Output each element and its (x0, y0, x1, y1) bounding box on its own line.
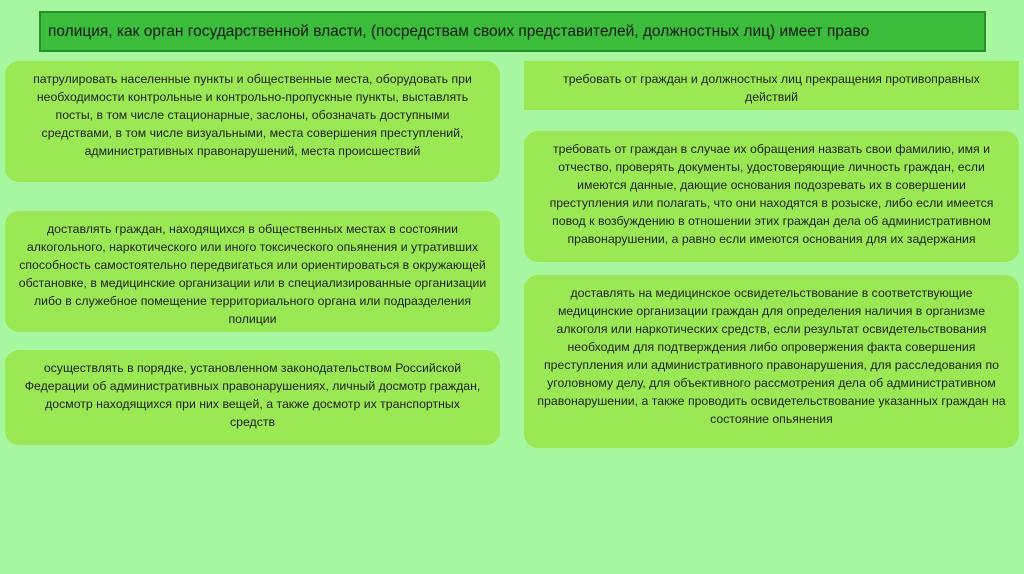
slide-header (39, 11, 986, 52)
right-card-demand-cease (524, 61, 1019, 110)
left-card-patrol (5, 61, 500, 182)
left-card-deliver-intoxicated (5, 211, 500, 332)
card-text: требовать от граждан в случае их обращения назвать свои фамилию, имя и отчество, проверять документы, удостоверяющие личность граждан, если имеются данные, дающие основания подозревать их в совершении преступления или полагать, что они находятся в розыске, либо если имеется повод к возбуждению в отношении этих граждан дела об административном правонарушении, а равно если имеются основания для их задержания (549, 142, 994, 246)
card-text: патрулировать населенные пункты и общественные места, оборудовать при необходимости контрольные и контрольно-пропускные пункты, выставлять посты, в том числе стационарные, заслоны, обозначать доступными средствами, в том числе визуальными, места совершения преступлений, административных правонарушений, места происшествий (33, 72, 472, 158)
card-text: осуществлять в порядке, установленном законодательством Российской Федерации об административных правонарушениях, личный досмотр граждан, досмотр находящихся при них вещей, а также досмотр их транспортных средств (24, 361, 481, 429)
card-text: требовать от граждан и должностных лиц прекращения противоправных действий (563, 72, 980, 104)
card-text: доставлять граждан, находящихся в общественных местах в состоянии алкогольного, наркотического или иного токсического опьянения и утративших способность самостоятельно передвигаться или ориентироваться в окружающей обстановке, в медицинские организации или в специализированные организации либо в служебное помещение территориального органа или подразделения полиции (18, 222, 487, 326)
left-card-personal-search (5, 350, 500, 445)
card-text: доставлять на медицинское освидетельствование в соответствующие медицинские организации граждан для определения наличия в организме алкоголя или наркотических средств, если результат освидетельствования необходим для подтверждения либо опровержения факта совершения преступления или административного правонарушения, для расследования по уголовному делу, для объективного рассмотрения дела об административном правонарушении, а также проводить освидетельствование указанных граждан на состояние опьянения (537, 286, 1006, 426)
right-card-medical-exam (524, 275, 1019, 448)
slide-title: полиция, как орган государственной власти, (посредствам своих представителей, должностных лиц) имеет право (48, 22, 870, 40)
right-card-check-documents (524, 131, 1019, 262)
